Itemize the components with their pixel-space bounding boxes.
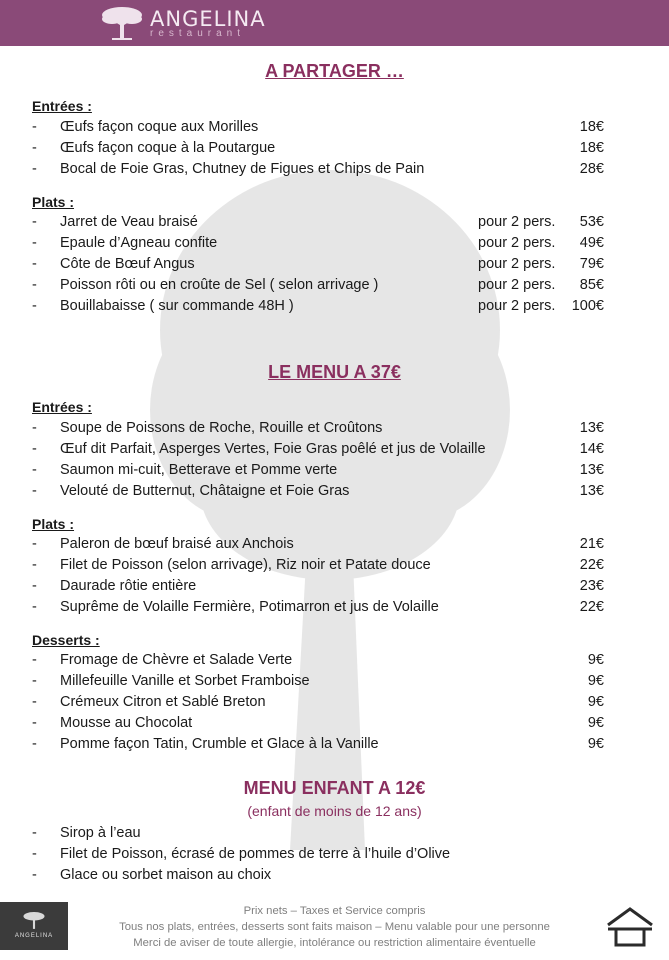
dish-name: Filet de Poisson (selon arrivage), Riz noir et Patate douce (60, 557, 431, 573)
dish-note: pour 2 pers. (478, 256, 556, 272)
footer-line: Prix nets – Taxes et Service compris (243, 905, 426, 917)
share-plats-heading: Plats : (32, 194, 75, 210)
home-icon[interactable] (604, 905, 656, 949)
kids-title: MENU ENFANT A 12€ (243, 778, 426, 798)
dish-name: Œufs façon coque à la Poutargue (60, 140, 276, 156)
dish-price: 13€ (579, 462, 604, 478)
dish-note: pour 2 pers. (478, 298, 556, 314)
footer-logo-text: ANGELINA (14, 933, 54, 939)
dish-name: Suprême de Volaille Fermière, Potimarron et jus de Volaille (60, 599, 439, 615)
dish-name: Jarret de Veau braisé (60, 214, 198, 230)
header-bar (0, 0, 669, 46)
menu-entrees-heading: Entrées : (32, 399, 92, 415)
dish-name: Pomme façon Tatin, Crumble et Glace à la Vanille (60, 736, 379, 752)
dish-price: 28€ (579, 161, 604, 177)
menu-row: - Crémeux Citron et Sablé Breton 9€ (32, 694, 604, 710)
menu-row: - Daurade rôtie entière 23€ (32, 578, 604, 594)
dish-price: 22€ (579, 557, 604, 573)
dish-price: 23€ (579, 578, 604, 594)
menu-row: - Suprême de Volaille Fermière, Potimarron et jus de Volaille 22€ (32, 599, 604, 615)
dish-price: 79€ (579, 256, 604, 272)
dish-name: Epaule d’Agneau confite (60, 235, 218, 251)
dish-price: 22€ (579, 599, 604, 615)
menu-row: - Bocal de Foie Gras, Chutney de Figues et Chips de Pain 28€ (32, 161, 604, 177)
dish-price: 21€ (579, 536, 604, 552)
menu-row: - Velouté de Butternut, Châtaigne et Foie Gras 13€ (32, 483, 604, 499)
brand-subtitle: restaurant (150, 28, 246, 39)
menu-row: - Fromage de Chèvre et Salade Verte 9€ (32, 652, 604, 668)
dish-price: 85€ (579, 277, 604, 293)
footer-line: Tous nos plats, entrées, desserts sont faits maison – Menu valable pour une personne (119, 921, 550, 933)
dish-price: 9€ (587, 694, 604, 710)
dish-note: pour 2 pers. (478, 277, 556, 293)
dish-price: 9€ (587, 736, 604, 752)
dish-price: 9€ (587, 673, 604, 689)
menu-desserts-heading: Desserts : (32, 632, 100, 648)
dish-price: 49€ (579, 235, 604, 251)
dish-name: Daurade rôtie entière (60, 578, 197, 594)
footer-line: Merci de aviser de toute allergie, intolérance ou restriction alimentaire éventuelle (133, 937, 536, 949)
dish-name: Bouillabaisse ( sur commande 48H ) (60, 298, 294, 314)
dish-name: Sirop à l’eau (60, 825, 141, 841)
kids-subtitle: (enfant de moins de 12 ans) (247, 803, 422, 819)
dish-price: 13€ (579, 420, 604, 436)
menu-row: - Epaule d’Agneau confite pour 2 pers. 49€ (32, 235, 604, 251)
dish-price: 53€ (579, 214, 604, 230)
menu-row: - Soupe de Poissons de Roche, Rouille et Croûtons 13€ (32, 420, 604, 436)
brand-name: ANGELINA (150, 7, 266, 31)
dish-name: Soupe de Poissons de Roche, Rouille et Croûtons (60, 420, 383, 436)
dish-name: Millefeuille Vanille et Sorbet Framboise (60, 673, 310, 689)
dish-name: Crémeux Citron et Sablé Breton (60, 694, 266, 710)
dish-note: pour 2 pers. (478, 214, 556, 230)
menu-row: - Mousse au Chocolat 9€ (32, 715, 604, 731)
dish-price: 100€ (571, 298, 604, 314)
menu-row: - Jarret de Veau braisé pour 2 pers. 53€ (32, 214, 604, 230)
dish-price: 13€ (579, 483, 604, 499)
dish-name: Paleron de bœuf braisé aux Anchois (60, 536, 294, 552)
menu-row: - Poisson rôti ou en croûte de Sel ( selon arrivage ) pour 2 pers. 85€ (32, 277, 604, 293)
dish-price: 18€ (579, 119, 604, 135)
dish-name: Œufs façon coque aux Morilles (60, 119, 259, 135)
menu-row: - Saumon mi-cuit, Betterave et Pomme verte 13€ (32, 462, 604, 478)
dish-name: Poisson rôti ou en croûte de Sel ( selon arrivage ) (60, 277, 379, 293)
dish-name: Velouté de Butternut, Châtaigne et Foie Gras (60, 483, 350, 499)
footer-notes (0, 903, 669, 951)
menu-row: - Œufs façon coque à la Poutargue 18€ (32, 140, 604, 156)
menu-plats-heading: Plats : (32, 516, 75, 532)
menu-row: - Filet de Poisson (selon arrivage), Riz noir et Patate douce 22€ (32, 557, 604, 573)
menu-row: - Glace ou sorbet maison au choix (32, 867, 272, 883)
menu-row: - Paleron de bœuf braisé aux Anchois 21€ (32, 536, 604, 552)
menu-row: - Œuf dit Parfait, Asperges Vertes, Foie Gras poêlé et jus de Volaille 14€ (32, 441, 604, 457)
tree-logo-icon (100, 5, 144, 43)
dish-price: 9€ (587, 652, 604, 668)
dish-price: 9€ (587, 715, 604, 731)
dish-name: Saumon mi-cuit, Betterave et Pomme verte (60, 462, 338, 478)
menu-row: - Bouillabaisse ( sur commande 48H ) pour 2 pers. 100€ (32, 298, 604, 314)
menu-row: - Sirop à l’eau (32, 825, 141, 841)
dish-name: Fromage de Chèvre et Salade Verte (60, 652, 293, 668)
dish-note: pour 2 pers. (478, 235, 556, 251)
menu-title: LE MENU A 37€ (268, 362, 401, 382)
dish-price: 14€ (579, 441, 604, 457)
menu-row: - Filet de Poisson, écrasé de pommes de terre à l’huile d’Olive (32, 846, 451, 862)
share-entrees-heading: Entrées : (32, 98, 92, 114)
share-title: A PARTAGER … (265, 61, 404, 81)
menu-row: - Pomme façon Tatin, Crumble et Glace à la Vanille 9€ (32, 736, 604, 752)
dish-name: Bocal de Foie Gras, Chutney de Figues et Chips de Pain (60, 161, 425, 177)
dish-name: Filet de Poisson, écrasé de pommes de terre à l’huile d’Olive (60, 846, 451, 862)
menu-row: - Œufs façon coque aux Morilles 18€ (32, 119, 604, 135)
menu-row: - Côte de Bœuf Angus pour 2 pers. 79€ (32, 256, 604, 272)
dish-name: Glace ou sorbet maison au choix (60, 867, 272, 883)
dish-price: 18€ (579, 140, 604, 156)
brand-logo[interactable] (100, 4, 266, 44)
dish-name: Œuf dit Parfait, Asperges Vertes, Foie Gras poêlé et jus de Volaille (60, 441, 486, 457)
dish-name: Mousse au Chocolat (60, 715, 193, 731)
menu-row: - Millefeuille Vanille et Sorbet Framboise 9€ (32, 673, 604, 689)
dish-name: Côte de Bœuf Angus (60, 256, 195, 272)
